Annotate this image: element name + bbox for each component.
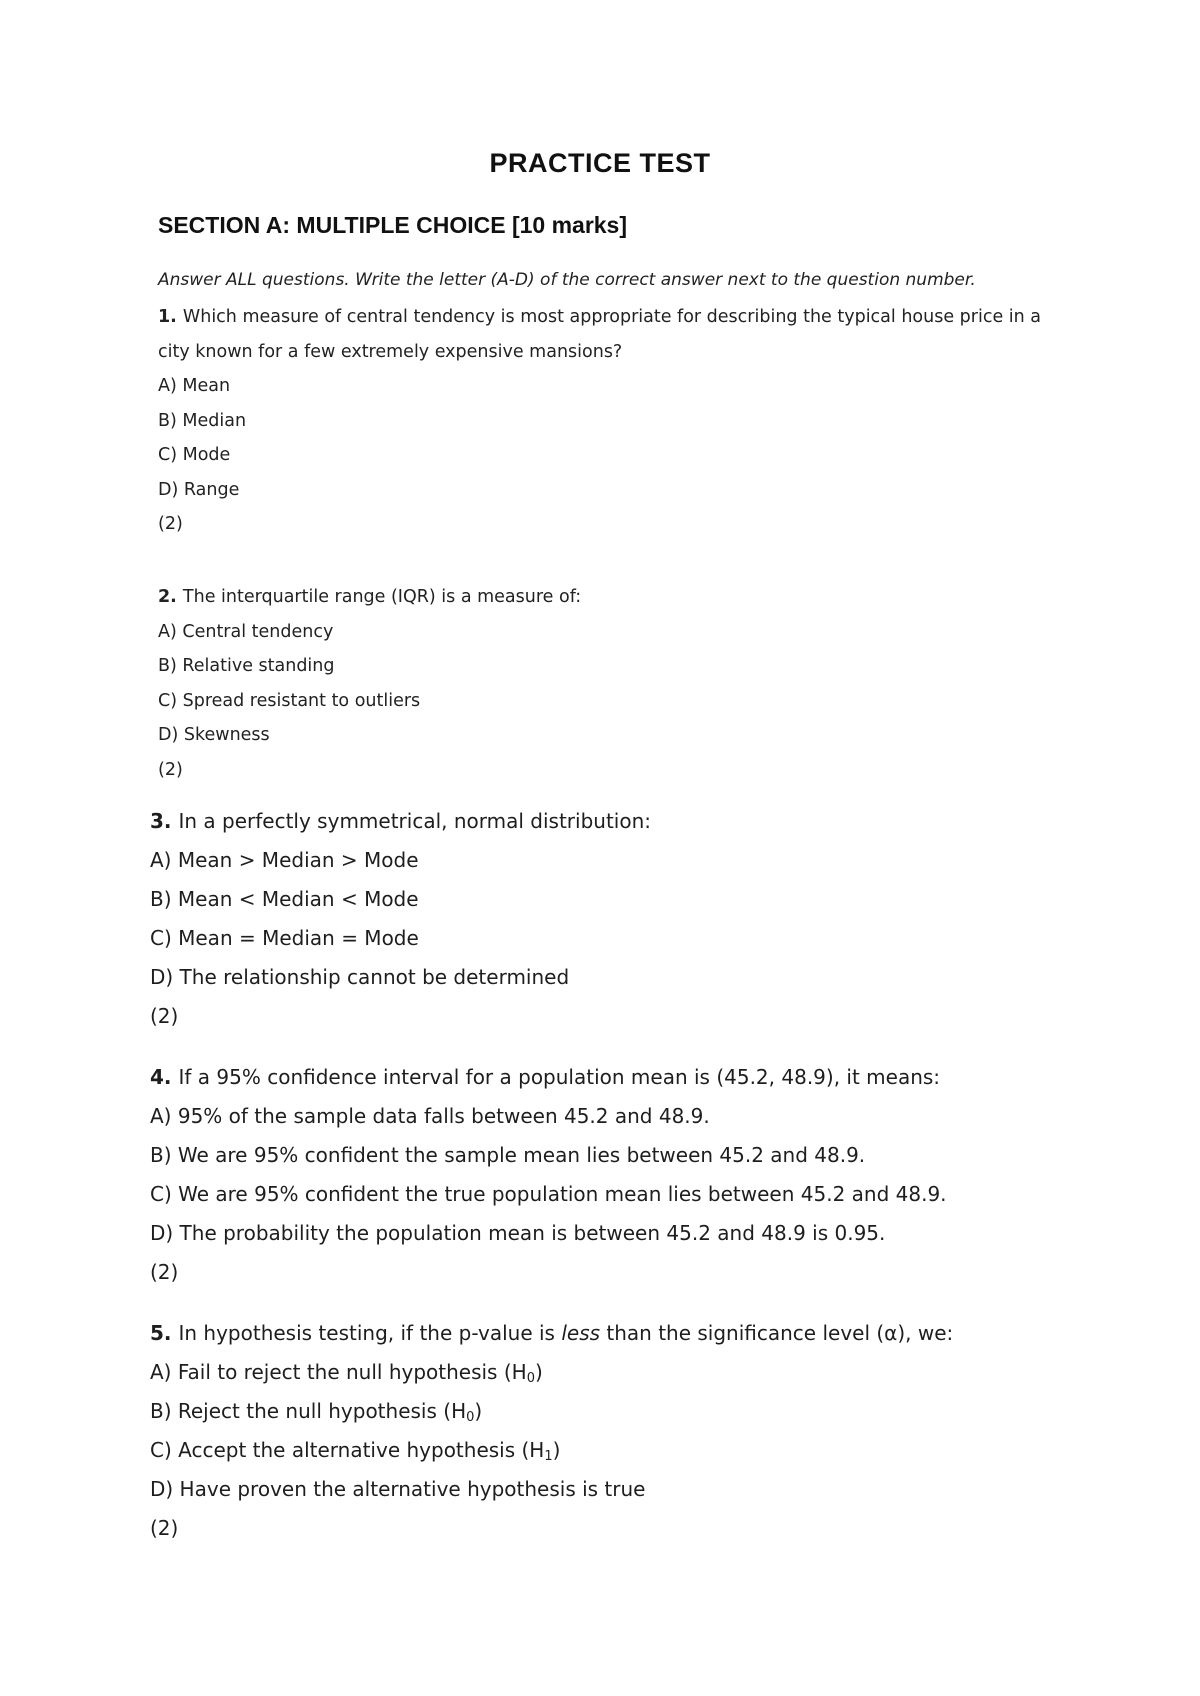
answer-option: B) Relative standing	[158, 656, 335, 676]
answer-option	[150, 1431, 1070, 1470]
question-number: 5.	[150, 1321, 172, 1345]
option-text: C) Accept the alternative hypothesis (H	[150, 1438, 545, 1462]
question-text: Which measure of central tendency is most appropriate for describing the typical house price in a city known for a few extremely expensive mansions?	[158, 307, 1042, 362]
page-title: PRACTICE TEST	[489, 148, 711, 178]
question-marks: (2)	[150, 1004, 179, 1028]
answer-option: C) Spread resistant to outliers	[158, 690, 421, 711]
answer-option: B) Median	[158, 410, 247, 431]
answer-option	[150, 1470, 1070, 1509]
answer-option: B) Mean < Median < Mode	[150, 887, 419, 911]
answer-option: D) Skewness	[158, 725, 270, 745]
question-number: 3.	[150, 809, 172, 833]
answer-option: D) The relationship cannot be determined	[150, 965, 570, 989]
question-stem	[150, 1314, 1070, 1353]
question-number: 1.	[158, 307, 177, 327]
question-3	[150, 802, 1070, 1036]
option-text: A) Fail to reject the null hypothesis (H	[150, 1360, 527, 1384]
answer-option: D) The probability the population mean is between 45.2 and 48.9 is 0.95.	[150, 1221, 886, 1245]
answer-option: C) Mode	[158, 445, 231, 465]
question-marks: (2)	[158, 514, 183, 534]
question-text-before: In hypothesis testing, if the p-value is	[178, 1321, 562, 1345]
answer-option: A) Mean	[158, 376, 231, 396]
question-text: If a 95% confidence interval for a population mean is (45.2, 48.9), it means:	[178, 1065, 941, 1089]
section-heading: SECTION A: MULTIPLE CHOICE [10 marks]	[158, 212, 628, 238]
question-marks: (2)	[150, 1260, 179, 1284]
question-stem	[150, 1058, 1070, 1097]
question-text-emphasis: less	[561, 1321, 601, 1345]
question-text-after: than the significance level (α), we:	[600, 1321, 954, 1345]
question-stem	[158, 580, 1058, 615]
question-5	[150, 1314, 1070, 1548]
answer-option	[150, 1353, 1070, 1392]
answer-option: B) We are 95% confident the sample mean lies between 45.2 and 48.9.	[150, 1143, 866, 1167]
question-2	[158, 580, 1058, 787]
answer-option: C) We are 95% confident the true population mean lies between 45.2 and 48.9.	[150, 1182, 947, 1206]
subscript: 1	[544, 1449, 553, 1464]
answer-option: C) Mean = Median = Mode	[150, 926, 419, 950]
question-marks: (2)	[150, 1516, 179, 1540]
answer-option: A) 95% of the sample data falls between 45.2 and 48.9.	[150, 1104, 710, 1128]
option-close: )	[534, 1360, 543, 1384]
question-4	[150, 1058, 1070, 1292]
question-stem	[150, 802, 1070, 841]
answer-option: A) Central tendency	[158, 621, 334, 642]
option-text: B) Reject the null hypothesis (H	[150, 1399, 467, 1423]
answer-option	[150, 1392, 1070, 1431]
question-stem	[158, 300, 1058, 369]
question-marks: (2)	[158, 759, 183, 780]
question-number: 2.	[158, 587, 177, 607]
instructions-text: Answer ALL questions. Write the letter (A-D) of the correct answer next to the question number.	[158, 270, 976, 290]
answer-option: A) Mean > Median > Mode	[150, 848, 419, 872]
question-number: 4.	[150, 1065, 172, 1089]
option-close: )	[474, 1399, 483, 1423]
option-close: )	[552, 1438, 561, 1462]
subscript: 0	[466, 1410, 475, 1425]
option-text: D) Have proven the alternative hypothesis is true	[150, 1477, 646, 1501]
question-text: The interquartile range (IQR) is a measure of:	[182, 587, 582, 607]
question-text: In a perfectly symmetrical, normal distribution:	[178, 809, 652, 833]
subscript: 0	[526, 1371, 535, 1386]
question-1	[158, 300, 1058, 542]
answer-option: D) Range	[158, 479, 240, 500]
